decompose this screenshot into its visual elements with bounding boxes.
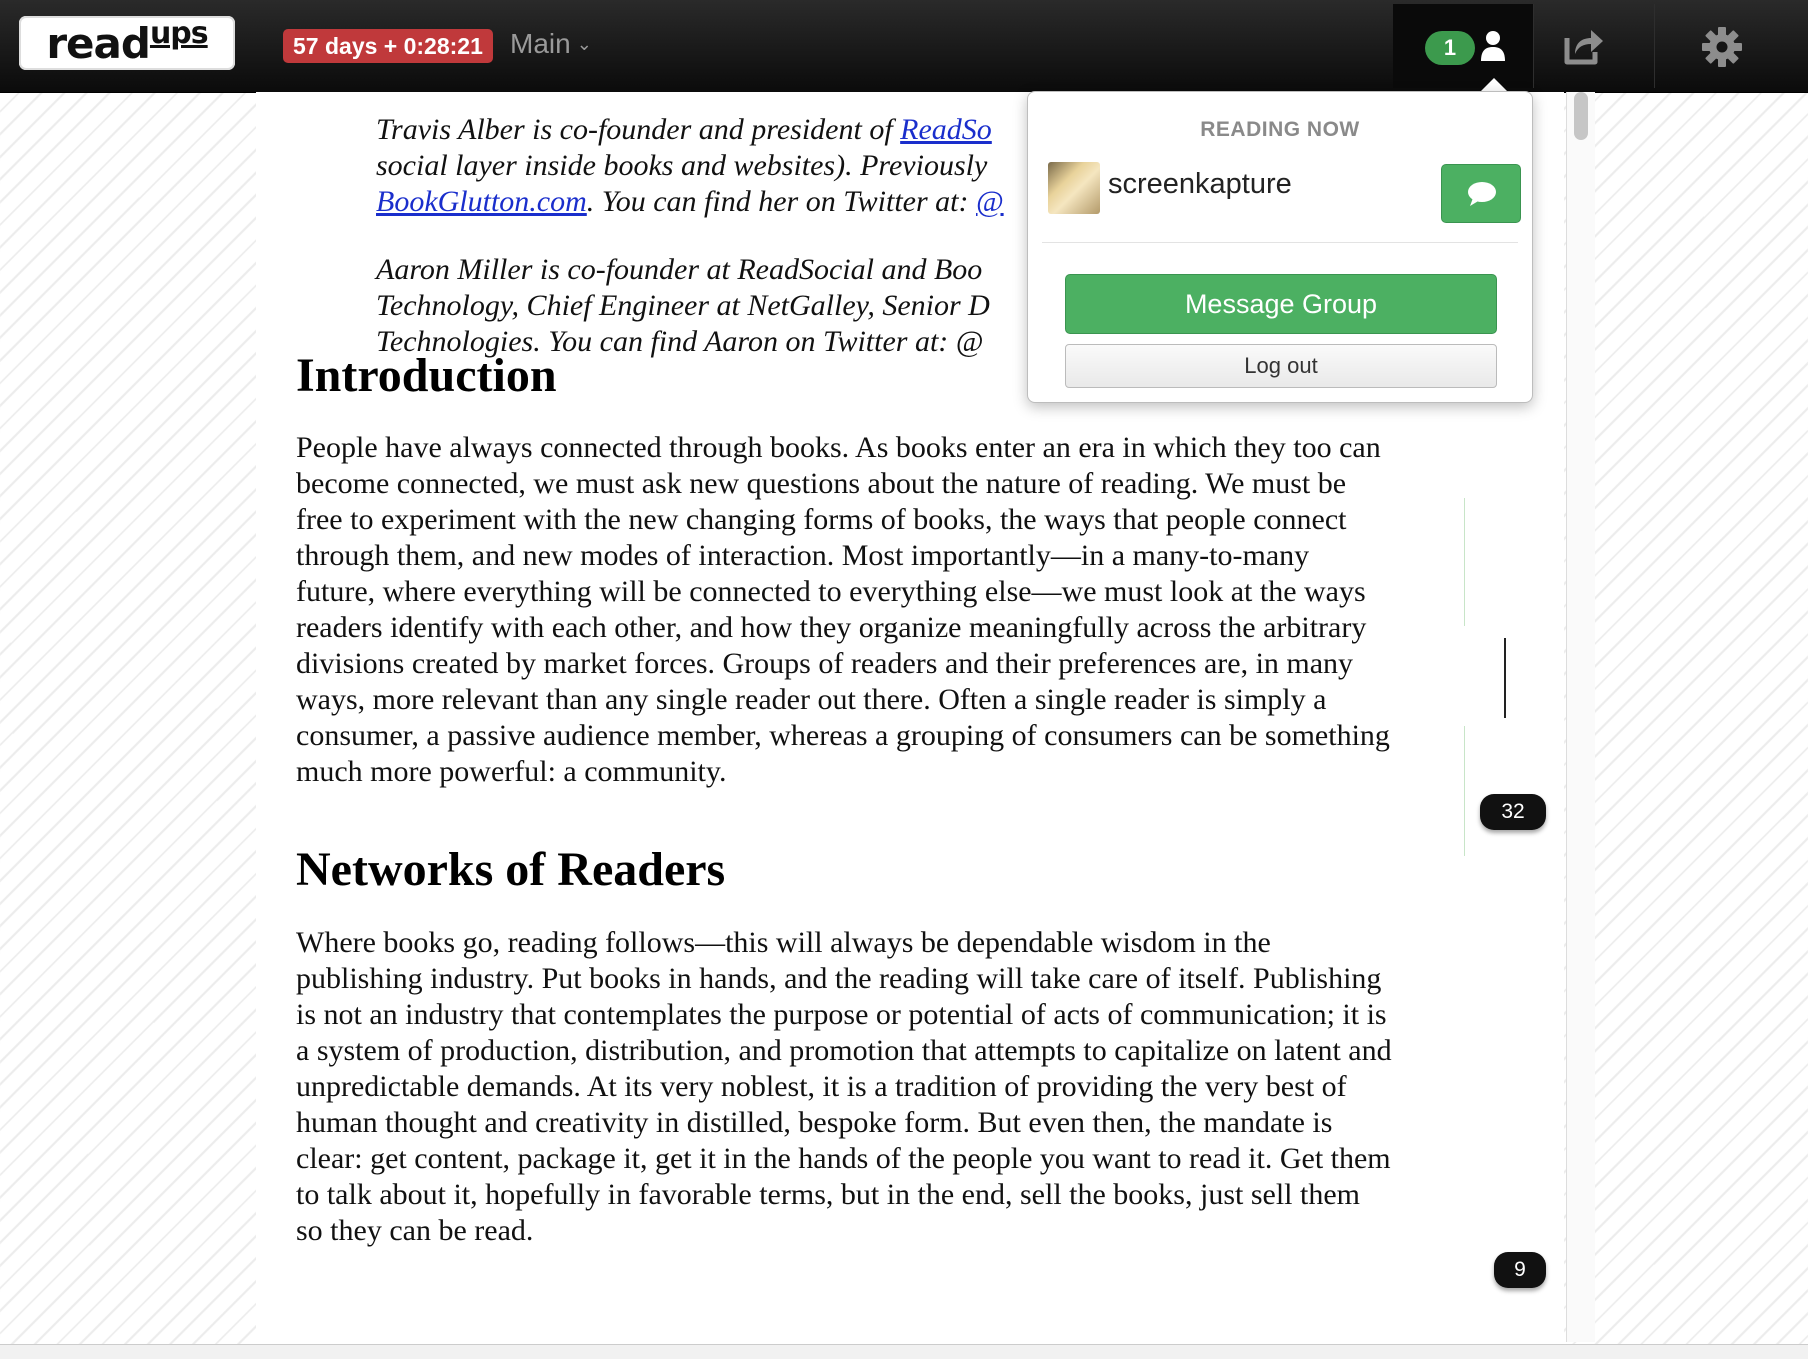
text-line: so they can be read. — [296, 1214, 534, 1247]
text-line: become connected, we must ask new questions about the nature of reading. We must be — [296, 467, 1347, 500]
readers-menu-button[interactable] — [1393, 4, 1533, 88]
share-icon — [1561, 24, 1605, 68]
section-heading-networks-of-readers: Networks of Readers — [296, 843, 726, 896]
text-line: consumer, a passive audience member, whereas a grouping of consumers can be something — [296, 719, 1390, 752]
text-line: is not an industry that contemplates the purpose or potential of acts of communication; it is — [296, 998, 1387, 1031]
text-line: publishing industry. Put books in hands, and the reading will take care of itself. Publishing — [296, 962, 1382, 995]
networks-paragraph[interactable] — [296, 925, 1471, 1249]
text-line: future, where everything will be connected to everything else—we must look at the ways — [296, 575, 1366, 608]
text-line: clear: get content, package it, get it in the hands of the people you want to read it. Get them — [296, 1142, 1391, 1175]
user-icon — [1480, 30, 1506, 62]
popover-arrow — [1480, 78, 1508, 92]
text-line: a system of production, distribution, and promotion that attempts to capitalize on latent and — [296, 1034, 1392, 1067]
text-line: Where books go, reading follows—this will always be dependable wisdom in the — [296, 926, 1271, 959]
divider — [1042, 242, 1518, 243]
scrollbar-track[interactable] — [1566, 92, 1595, 1342]
active-comment-margin-line[interactable] — [1504, 638, 1506, 718]
chevron-down-icon: ⌄ — [576, 34, 592, 54]
bookglutton-link[interactable]: BookGlutton.com — [376, 185, 587, 218]
text-line: readers identify with each other, and how they organize meaningfully across the arbitrary — [296, 611, 1367, 644]
top-bar — [0, 0, 1808, 93]
bottom-edge — [0, 1344, 1808, 1359]
reading-timer-badge[interactable]: 57 days + 0:28:21 — [283, 29, 493, 63]
logo-text-ups: ups — [149, 15, 208, 51]
main-menu-label: Main — [510, 28, 571, 59]
main-menu-dropdown[interactable] — [510, 24, 592, 64]
bio-line: Technology, Chief Engineer at NetGalley, Senior D — [376, 289, 990, 322]
readups-logo[interactable] — [19, 16, 235, 70]
message-group-button[interactable]: Message Group — [1065, 274, 1497, 334]
text-line: through them, and new modes of interaction. Most importantly—in a many-to-many — [296, 539, 1310, 572]
comment-count-badge[interactable]: 9 — [1494, 1252, 1546, 1288]
introduction-paragraph[interactable] — [296, 430, 1471, 790]
section-heading-introduction: Introduction — [296, 349, 557, 402]
reader-count-badge: 1 — [1425, 31, 1475, 65]
readsocial-link[interactable]: ReadSo — [900, 113, 992, 146]
reader-username[interactable]: screenkapture — [1108, 168, 1292, 200]
logo-text-read: read — [46, 18, 150, 68]
text-line: much more powerful: a community. — [296, 755, 727, 788]
bio-line: Technologies. You can find Aaron on Twitter at: @ — [376, 325, 984, 358]
chat-button[interactable] — [1441, 164, 1521, 223]
settings-button[interactable] — [1653, 4, 1808, 88]
share-button[interactable] — [1533, 4, 1655, 88]
text-line: People have always connected through books. As books enter an era in which they too can — [296, 431, 1381, 464]
comment-margin-line[interactable] — [1464, 498, 1465, 626]
text-line: to talk about it, hopefully in favorable terms, but in the end, sell the books, just sell them — [296, 1178, 1360, 1211]
reading-now-popover — [1027, 91, 1533, 403]
chat-bubble-icon — [1467, 181, 1497, 207]
popover-heading: READING NOW — [1200, 118, 1360, 141]
text-line: ways, more relevant than any single reader out there. Often a single reader is simply a — [296, 683, 1327, 716]
text-line: free to experiment with the new changing forms of books, the ways that people connect — [296, 503, 1347, 536]
log-out-button[interactable]: Log out — [1065, 344, 1497, 388]
twitter-handle-link[interactable]: @ — [976, 185, 1004, 218]
gear-icon — [1701, 26, 1743, 68]
bio-text: social layer inside books and websites). Previously — [376, 149, 988, 182]
comment-count-badge[interactable]: 32 — [1480, 794, 1546, 830]
text-line: human thought and creativity in distilled, bespoke form. But even then, the mandate is — [296, 1106, 1333, 1139]
bio-line: Aaron Miller is co-founder at ReadSocial and Boo — [376, 253, 983, 286]
comment-margin-line[interactable] — [1464, 726, 1465, 856]
avatar[interactable] — [1048, 162, 1100, 214]
bio-text: . You can find her on Twitter at: — [586, 185, 976, 218]
scrollbar-thumb[interactable] — [1574, 92, 1588, 140]
bio-text: Travis Alber is co-founder and president of — [376, 113, 901, 146]
text-line: divisions created by market forces. Groups of readers and their preferences are, in many — [296, 647, 1354, 680]
text-line: unpredictable demands. At its very noblest, it is a tradition of providing the very best of — [296, 1070, 1347, 1103]
